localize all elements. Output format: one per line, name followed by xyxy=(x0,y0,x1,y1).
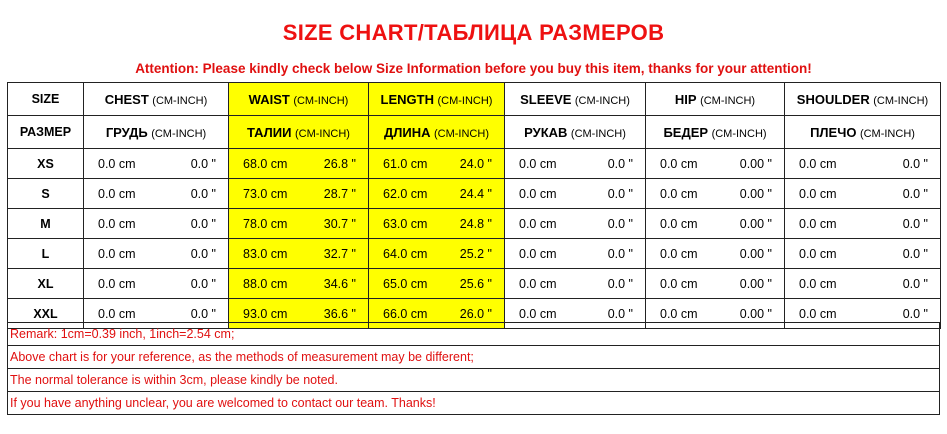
size-label: M xyxy=(8,209,84,239)
column-header-label: HIP xyxy=(674,91,697,107)
cm-value: 0.0 cm xyxy=(519,186,557,201)
remark-text: If you have anything unclear, you are welcomed to contact our team. Thanks! xyxy=(8,392,940,415)
cm-value: 0.0 cm xyxy=(98,216,136,231)
column-header-unit: (CM-INCH) xyxy=(700,94,756,107)
column-header-3 xyxy=(369,116,505,149)
inch-value: 0.00 " xyxy=(739,276,772,291)
measurement-cell xyxy=(646,269,785,299)
inch-value: 0.00 " xyxy=(739,186,772,201)
inch-value: 24.8 " xyxy=(459,216,492,231)
column-header-label: SHOULDER xyxy=(796,91,870,107)
column-header-unit: (CM-INCH) xyxy=(711,127,767,140)
cm-value: 0.0 cm xyxy=(799,276,837,291)
inch-value: 24.0 " xyxy=(459,156,492,171)
table-row xyxy=(8,239,941,269)
measurement-cell xyxy=(785,239,941,269)
measurement-cell xyxy=(785,269,941,299)
inch-value: 25.2 " xyxy=(459,246,492,261)
column-header-unit: (CM-INCH) xyxy=(293,94,349,107)
inch-value: 0.0 " xyxy=(902,246,928,261)
column-header-unit: (CM-INCH) xyxy=(152,94,208,107)
inch-value: 30.7 " xyxy=(323,216,356,231)
column-header-label: РУКАВ xyxy=(524,124,568,140)
measurement-cell xyxy=(229,179,369,209)
cm-value: 0.0 cm xyxy=(660,216,698,231)
size-header-cell: SIZE xyxy=(8,83,84,116)
size-label: S xyxy=(8,179,84,209)
cm-value: 0.0 cm xyxy=(519,306,557,321)
inch-value: 0.00 " xyxy=(739,246,772,261)
column-header-unit: (CM-INCH) xyxy=(574,94,630,107)
inch-value: 0.0 " xyxy=(902,306,928,321)
column-header-unit: (CM-INCH) xyxy=(570,127,626,140)
cm-value: 0.0 cm xyxy=(660,306,698,321)
cm-value: 0.0 cm xyxy=(519,216,557,231)
measurement-cell xyxy=(84,149,229,179)
inch-value: 0.0 " xyxy=(902,186,928,201)
measurement-cell xyxy=(505,239,646,269)
column-header-label: ТАЛИИ xyxy=(247,124,292,140)
cm-value: 88.0 cm xyxy=(243,276,288,291)
inch-value: 0.0 " xyxy=(902,156,928,171)
cm-value: 61.0 cm xyxy=(383,156,428,171)
size-label: XXL xyxy=(8,299,84,329)
measurement-cell xyxy=(229,239,369,269)
inch-value: 0.0 " xyxy=(190,156,216,171)
measurement-cell xyxy=(229,209,369,239)
cm-value: 78.0 cm xyxy=(243,216,288,231)
inch-value: 36.6 " xyxy=(323,306,356,321)
measurement-cell xyxy=(646,179,785,209)
column-header-unit: (CM-INCH) xyxy=(151,127,207,140)
inch-value: 24.4 " xyxy=(459,186,492,201)
cm-value: 66.0 cm xyxy=(383,306,428,321)
measurement-cell xyxy=(646,209,785,239)
cm-value: 73.0 cm xyxy=(243,186,288,201)
column-header-2 xyxy=(229,116,369,149)
measurement-cell xyxy=(369,269,505,299)
inch-value: 0.0 " xyxy=(607,156,633,171)
column-header-unit: (CM-INCH) xyxy=(434,127,489,140)
column-header-3 xyxy=(369,83,505,116)
measurement-cell xyxy=(785,209,941,239)
cm-value: 0.0 cm xyxy=(799,306,837,321)
measurement-cell xyxy=(369,149,505,179)
size-label: L xyxy=(8,239,84,269)
cm-value: 62.0 cm xyxy=(383,186,428,201)
cm-value: 0.0 cm xyxy=(519,156,557,171)
table-row xyxy=(8,209,941,239)
measurement-cell xyxy=(369,239,505,269)
inch-value: 34.6 " xyxy=(323,276,356,291)
inch-value: 0.00 " xyxy=(739,156,772,171)
inch-value: 0.00 " xyxy=(739,306,772,321)
cm-value: 0.0 cm xyxy=(660,246,698,261)
column-header-4 xyxy=(505,116,646,149)
size-header-cell: РАЗМЕР xyxy=(8,116,84,149)
measurement-cell xyxy=(785,149,941,179)
measurement-cell xyxy=(505,149,646,179)
remark-row xyxy=(8,323,940,346)
column-header-unit: (CM-INCH) xyxy=(859,127,915,140)
column-header-1 xyxy=(84,83,229,116)
column-header-label: БЕДЕР xyxy=(663,124,709,140)
inch-value: 0.0 " xyxy=(190,306,216,321)
table-row xyxy=(8,149,941,179)
size-label: XS xyxy=(8,149,84,179)
measurement-cell xyxy=(229,269,369,299)
inch-value: 0.0 " xyxy=(607,306,633,321)
inch-value: 0.0 " xyxy=(190,186,216,201)
remark-text: Remark: 1cm=0.39 inch, 1inch=2.54 cm; xyxy=(8,323,940,346)
cm-value: 64.0 cm xyxy=(383,246,428,261)
measurement-cell xyxy=(229,149,369,179)
column-header-6 xyxy=(785,83,941,116)
cm-value: 68.0 cm xyxy=(243,156,288,171)
cm-value: 63.0 cm xyxy=(383,216,428,231)
cm-value: 93.0 cm xyxy=(243,306,288,321)
size-chart-table xyxy=(7,82,941,329)
inch-value: 0.0 " xyxy=(190,246,216,261)
measurement-cell xyxy=(505,179,646,209)
inch-value: 0.0 " xyxy=(902,276,928,291)
header-row-english xyxy=(8,83,941,116)
inch-value: 0.0 " xyxy=(607,216,633,231)
measurement-cell xyxy=(84,269,229,299)
cm-value: 0.0 cm xyxy=(799,156,837,171)
column-header-5 xyxy=(646,83,785,116)
column-header-label: SLEEVE xyxy=(520,91,572,107)
measurement-cell xyxy=(505,209,646,239)
cm-value: 0.0 cm xyxy=(799,246,837,261)
column-header-label: LENGTH xyxy=(380,91,434,107)
remark-row xyxy=(8,392,940,415)
column-header-label: CHEST xyxy=(104,91,149,107)
cm-value: 0.0 cm xyxy=(519,246,557,261)
measurement-cell xyxy=(84,209,229,239)
column-header-label: ГРУДЬ xyxy=(105,124,148,140)
cm-value: 0.0 cm xyxy=(98,306,136,321)
measurement-cell xyxy=(369,179,505,209)
cm-value: 0.0 cm xyxy=(660,156,698,171)
cm-value: 83.0 cm xyxy=(243,246,288,261)
measurement-cell xyxy=(505,269,646,299)
inch-value: 26.8 " xyxy=(323,156,356,171)
inch-value: 0.0 " xyxy=(607,276,633,291)
column-header-5 xyxy=(646,116,785,149)
cm-value: 0.0 cm xyxy=(660,276,698,291)
column-header-6 xyxy=(785,116,941,149)
inch-value: 28.7 " xyxy=(323,186,356,201)
column-header-label: WAIST xyxy=(248,91,290,107)
measurement-cell xyxy=(84,179,229,209)
inch-value: 0.0 " xyxy=(190,276,216,291)
cm-value: 0.0 cm xyxy=(799,186,837,201)
column-header-2 xyxy=(229,83,369,116)
cm-value: 65.0 cm xyxy=(383,276,428,291)
size-label: XL xyxy=(8,269,84,299)
cm-value: 0.0 cm xyxy=(98,156,136,171)
column-header-unit: (CM-INCH) xyxy=(437,94,493,107)
measurement-cell xyxy=(369,209,505,239)
remark-row xyxy=(8,369,940,392)
inch-value: 0.0 " xyxy=(607,186,633,201)
remark-row xyxy=(8,346,940,369)
cm-value: 0.0 cm xyxy=(660,186,698,201)
inch-value: 0.00 " xyxy=(739,216,772,231)
column-header-label: ДЛИНА xyxy=(384,124,431,140)
measurement-cell xyxy=(646,239,785,269)
table-row xyxy=(8,269,941,299)
column-header-unit: (CM-INCH) xyxy=(294,127,350,140)
remarks-table xyxy=(7,322,940,415)
page-title: SIZE CHART/ТАБЛИЦА РАЗМЕРОВ xyxy=(282,20,665,45)
inch-value: 0.0 " xyxy=(607,246,633,261)
column-header-unit: (CM-INCH) xyxy=(873,94,929,107)
measurement-cell xyxy=(785,179,941,209)
table-row xyxy=(8,179,941,209)
cm-value: 0.0 cm xyxy=(519,276,557,291)
inch-value: 25.6 " xyxy=(459,276,492,291)
inch-value: 0.0 " xyxy=(190,216,216,231)
inch-value: 0.0 " xyxy=(902,216,928,231)
measurement-cell xyxy=(84,239,229,269)
cm-value: 0.0 cm xyxy=(98,246,136,261)
inch-value: 26.0 " xyxy=(459,306,492,321)
cm-value: 0.0 cm xyxy=(98,186,136,201)
remark-text: Above chart is for your reference, as the methods of measurement may be different; xyxy=(8,346,940,369)
cm-value: 0.0 cm xyxy=(98,276,136,291)
inch-value: 32.7 " xyxy=(323,246,356,261)
column-header-1 xyxy=(84,116,229,149)
cm-value: 0.0 cm xyxy=(799,216,837,231)
remark-text: The normal tolerance is within 3cm, please kindly be noted. xyxy=(8,369,940,392)
header-row-russian xyxy=(8,116,941,149)
column-header-4 xyxy=(505,83,646,116)
column-header-label: ПЛЕЧО xyxy=(810,124,857,140)
measurement-cell xyxy=(646,149,785,179)
attention-notice: Attention: Please kindly check below Size Information before you buy this item, thanks for your attention! xyxy=(135,61,812,76)
